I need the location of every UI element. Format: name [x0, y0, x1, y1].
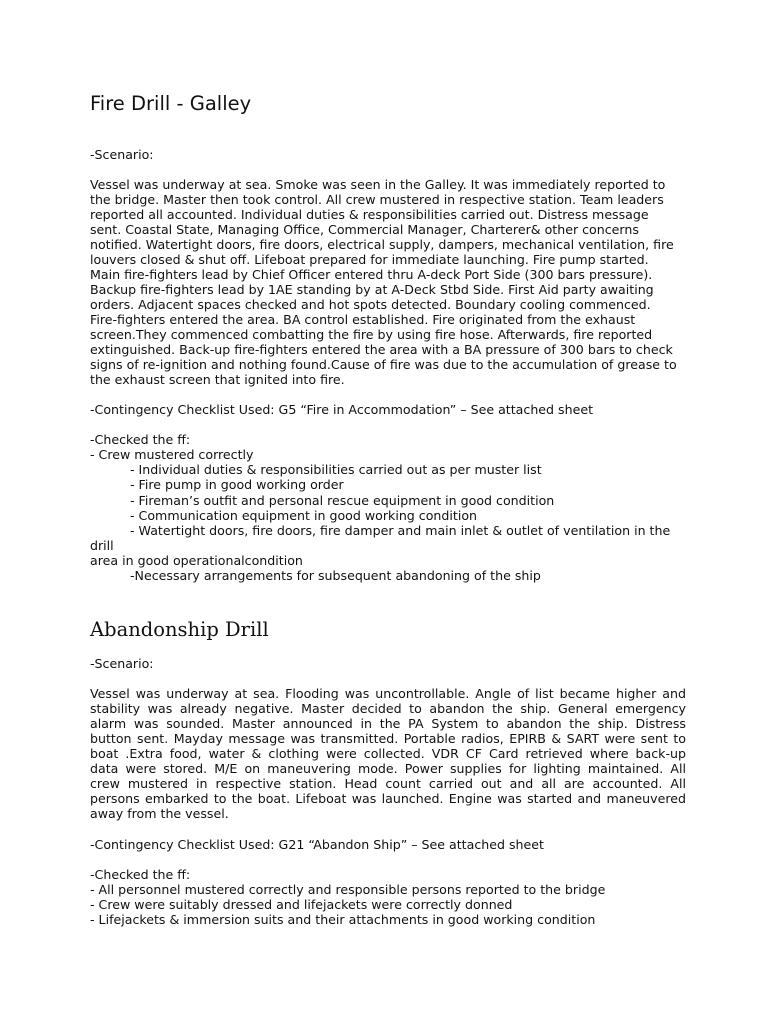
abandon-scenario-label: -Scenario:	[90, 656, 154, 671]
fire-scenario-line: Fire-fighters entered the area. BA control established. Fire originated from the exhaust	[90, 312, 636, 327]
fire-scenario-paragraph	[90, 177, 686, 387]
fire-scenario-line: screen.They commenced combatting the fire by using fire hose. Afterwards, fire reported	[90, 327, 653, 342]
fire-checked-label: -Checked the ff:	[90, 432, 191, 447]
fire-checked-item: -Necessary arrangements for subsequent abandoning of the ship	[130, 568, 541, 583]
abandon-checked-item: - Lifejackets & immersion suits and their attachments in good working condition	[90, 912, 596, 927]
fire-checked-item: - Fire pump in good working order	[130, 477, 344, 492]
abandon-checked-item: - All personnel mustered correctly and responsible persons reported to the bridge	[90, 882, 606, 897]
abandon-checked-label: -Checked the ff:	[90, 867, 191, 882]
fire-scenario-line: sent. Coastal State, Managing Office, Commercial Manager, Charterer& other concerns	[90, 222, 639, 237]
fire-checked-item: drill	[90, 538, 114, 553]
fire-scenario-line: the exhaust screen that ignited into fire.	[90, 372, 345, 387]
abandon-scenario-line: boat .Extra food, water & clothing were collected. VDR CF Card retrieved where back-up	[90, 746, 686, 761]
abandon-checked-item: - Crew were suitably dressed and lifejackets were correctly donned	[90, 897, 513, 912]
abandon-drill-title: Abandonship Drill	[90, 618, 269, 641]
abandon-scenario-line: away from the vessel.	[90, 806, 229, 821]
fire-checked-item: - Watertight doors, fire doors, fire damper and main inlet & outlet of ventilation in the	[130, 523, 671, 538]
abandon-scenario-line: Vessel was underway at sea. Flooding was uncontrollable. Angle of list became higher and	[90, 686, 686, 701]
fire-scenario-line: notified. Watertight doors, fire doors, electrical supply, dampers, mechanical ventilation, fire	[90, 237, 674, 252]
abandon-scenario-paragraph	[90, 686, 686, 821]
fire-scenario-line: extinguished. Back-up fire-fighters entered the area with a BA pressure of 300 bars to check	[90, 342, 673, 357]
fire-checked-item: - Individual duties & responsibilities carried out as per muster list	[130, 462, 542, 477]
fire-scenario-line: the bridge. Master then took control. All crew mustered in respective station. Team leaders	[90, 192, 664, 207]
fire-checklist-used: -Contingency Checklist Used: G5 “Fire in Accommodation” – See attached sheet	[90, 402, 594, 417]
abandon-scenario-line: stability was already negative. Master decided to abandon the ship. General emergency	[90, 701, 686, 716]
fire-checked-item: - Fireman’s outfit and personal rescue equipment in good condition	[130, 493, 555, 508]
abandon-scenario-line: crew mustered in respective station. Head count carried out and all are accounted. All	[90, 776, 686, 791]
abandon-scenario-line: persons embarked to the boat. Lifeboat was launched. Engine was started and maneuvered	[90, 791, 686, 806]
abandon-checklist-used: -Contingency Checklist Used: G21 “Abandon Ship” – See attached sheet	[90, 837, 544, 852]
fire-scenario-line: orders. Adjacent spaces checked and hot spots detected. Boundary cooling commenced.	[90, 297, 651, 312]
fire-scenario-line: louvers closed & shut off. Lifeboat prepared for immediate launching. Fire pump started.	[90, 252, 649, 267]
fire-checked-item: - Crew mustered correctly	[90, 447, 254, 462]
fire-scenario-label: -Scenario:	[90, 147, 154, 162]
fire-scenario-line: signs of re-ignition and nothing found.Cause of fire was due to the accumulation of grease to	[90, 357, 677, 372]
fire-drill-title: Fire Drill - Galley	[90, 92, 252, 115]
abandon-scenario-line: alarm was sounded. Master announced in the PA System to abandon the ship. Distress	[90, 716, 686, 731]
fire-scenario-line: Backup fire-fighters lead by 1AE standing by at A-Deck Stbd Side. First Aid party awaiting	[90, 282, 654, 297]
abandon-scenario-line: data were stored. M/E on maneuvering mode. Power supplies for lighting maintained. All	[90, 761, 686, 776]
abandon-scenario-line: button sent. Mayday message was transmitted. Portable radios, EPIRB & SART were sent to	[90, 731, 686, 746]
fire-scenario-line: Main fire-fighters lead by Chief Officer entered thru A-deck Port Side (300 bars pressure).	[90, 267, 653, 282]
fire-checked-item: area in good operationalcondition	[90, 553, 303, 568]
fire-checked-item: - Communication equipment in good working condition	[130, 508, 478, 523]
fire-scenario-line: Vessel was underway at sea. Smoke was seen in the Galley. It was immediately reported to	[90, 177, 666, 192]
fire-scenario-line: reported all accounted. Individual duties & responsibilities carried out. Distress message	[90, 207, 649, 222]
